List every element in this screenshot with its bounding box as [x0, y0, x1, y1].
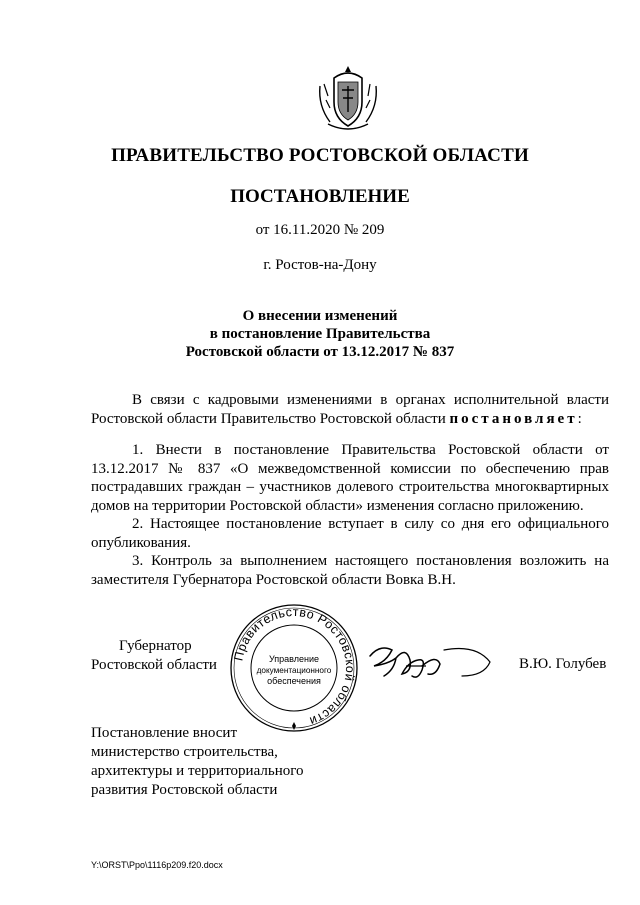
preamble-text: В связи с кадровыми изменениями в органах исполнительной власти Ростовской области Правительство Ростовской области: [91, 392, 609, 427]
submitter-line: Постановление вносит: [91, 725, 238, 741]
submitter-line: развития Ростовской области: [91, 782, 278, 798]
document-body: [91, 391, 609, 589]
signatory-name: В.Ю. Голубев: [519, 656, 607, 672]
stamp-inner-text: Управление: [268, 654, 320, 664]
stamp-inner-text: обеспечения: [267, 676, 321, 686]
resolution-item-2: 2. Настоящее постановление вступает в силу со дня его официального опубликования.: [91, 516, 609, 551]
stamp-inner-text: документационного: [256, 666, 332, 675]
subject-line: Ростовской области от 13.12.2017 № 837: [185, 344, 455, 360]
subject-line: в постановление Правительства: [209, 326, 431, 342]
signatory-role-line: Ростовской области: [91, 657, 217, 673]
resolution-item-3: 3. Контроль за выполнением настоящего постановления возложить на заместителя Губернатора Ростовской области Вовка В.Н.: [91, 553, 609, 588]
document-subject: [0, 307, 640, 361]
resolves-word: постановляет: [449, 410, 578, 427]
signatory-role-line: Губернатор: [119, 638, 192, 654]
stamp-ring-text: Правительство Ростовской области: [231, 604, 358, 729]
signatory-role: [91, 637, 217, 675]
document-type: ПОСТАНОВЛЕНИЕ: [230, 186, 410, 207]
submitter-block: [91, 724, 304, 800]
preamble-paragraph: [91, 391, 609, 428]
resolution-item-1: 1. Внести в постановление Правительства Ростовской области от 13.12.2017 № 837 «О межведомственной комиссии по обеспечению прав пострадавших граждан – участников долевого строительства многоквартирных домов на территории Ростовской области» изменения согласно приложению.: [91, 442, 609, 514]
submitter-line: министерство строительства,: [91, 744, 278, 760]
coat-of-arms-icon: [316, 62, 380, 134]
handwritten-signature: [366, 636, 496, 692]
file-path-footer: Y:\ORST\Ppo\1116p209.f20.docx: [91, 860, 223, 870]
document-date-number: от 16.11.2020 № 209: [255, 222, 385, 238]
official-stamp: [228, 602, 360, 734]
resolves-colon: :: [577, 410, 582, 427]
document-city: г. Ростов-на-Дону: [263, 257, 377, 273]
subject-line: О внесении изменений: [242, 308, 398, 324]
government-title: ПРАВИТЕЛЬСТВО РОСТОВСКОЙ ОБЛАСТИ: [111, 145, 529, 166]
submitter-line: архитектуры и территориального: [91, 763, 304, 779]
